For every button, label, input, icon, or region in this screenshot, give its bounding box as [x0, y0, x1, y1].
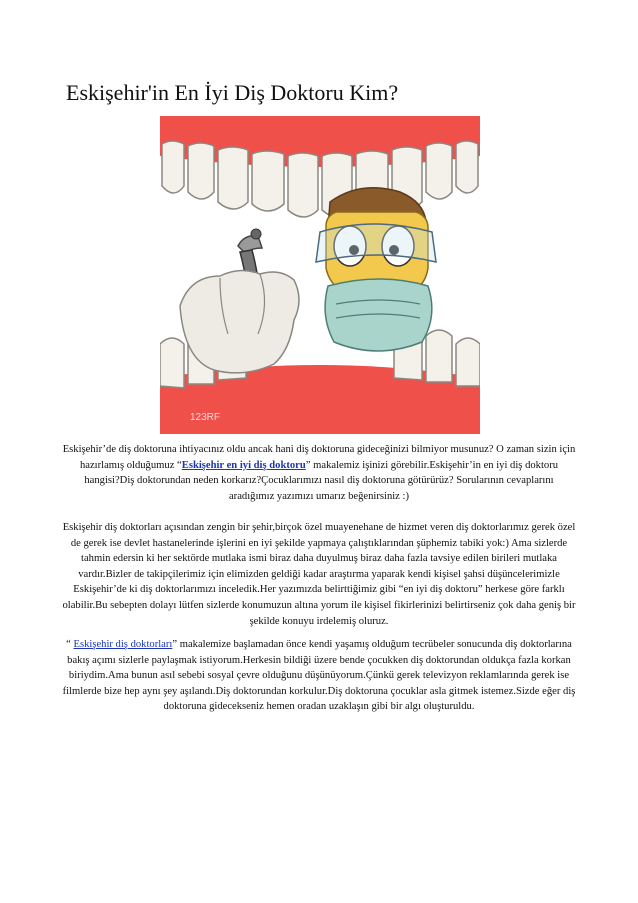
- page-title: Eskişehir'in En İyi Diş Doktoru Kim?: [66, 80, 399, 105]
- experience-text-end: ” makalemize başlamadan önce kendi yaşamış olduğum tecrübeler sonucunda diş doktorlarına bakış açımı sizlerle paylaşmak istiyorum.Herkesin bildiği üzere bende çocukken diş doktorundan oldukça fazla korkan biriydim.Ama bunun asıl sebebi sosyal çevre olduğunu düşünüyorum.Çünkü gerek televizyon reklamlarında gerek ise filmlerde bize hep aynı şey aşılandı.Diş doktorundan korkulur.Diş doktoruna çocuklar asla gitmek istemez.Sizde eğer diş doktoruna gidecekseniz hemen oradan uzaklaşın gibi bir algı oluşturuldu.: [62, 639, 576, 713]
- dentist-cartoon-icon: [160, 116, 480, 434]
- intro-paragraph: [62, 442, 576, 504]
- best-dentist-link[interactable]: Eskişehir en iyi diş doktoru: [181, 459, 306, 471]
- dentist-character: [316, 188, 436, 351]
- experience-text-start: “: [66, 639, 74, 650]
- dentist-illustration: [160, 116, 480, 434]
- watermark: 123RF: [190, 412, 221, 423]
- dentists-link[interactable]: Eskişehir diş doktorları: [73, 639, 173, 650]
- body-paragraph-dentists: Eskişehir diş doktorları açısından zengin bir şehir,birçok özel muayenehane de hizmet veren diş doktorlarımız gerek özel de gerek ise devlet hastanelerinde işlerini en iyi şekilde yapmaya çalıştıklarından şüphemiz tabiki yok:) Ama sizlerde tahmin edersin ki her sektörde mutlaka ismi biraz daha duyulmuş biraz daha fazla tavsiye edilen birileri mutlaka vardır.Bizler de takipçilerimiz için elimizden geldiği kadar araştırma yaparak kendi kişisel şahsi düşüncelerimizle Eskişehir’de ki diş doktorlarımızı inceledik.Her yazımızda belirttiğimiz gibi “en iyi diş doktoru” herkese göre farklı olabilir.Bu sebepten dolayı lütfen sizlerde konumuzun altına yorum ile kişisel fikirlerinizi belirtirseniz çok daha geniş bir şekilde konuyu irdelemiş oluruz.: [62, 522, 576, 627]
- body-paragraph-experience: [62, 637, 576, 715]
- intro-text-start: Eskişehir’de diş doktoruna ihtiyacınız oldu ancak hani diş doktoruna gideceğinizi bilmiyor musunuz? O zaman sizin için hazırlamış olduğumuz “: [62, 444, 576, 471]
- intro-text-end: ” makalemiz işinizi görebilir.Eskişehir’in en iyi diş doktoru hangisi?Diş doktorundan neden korkarız?Çocuklarımızı nasıl diş doktoruna götürürüz? Sorularının cevaplarını aradığımız yazımızı umarız beğenirsiniz :): [84, 459, 559, 502]
